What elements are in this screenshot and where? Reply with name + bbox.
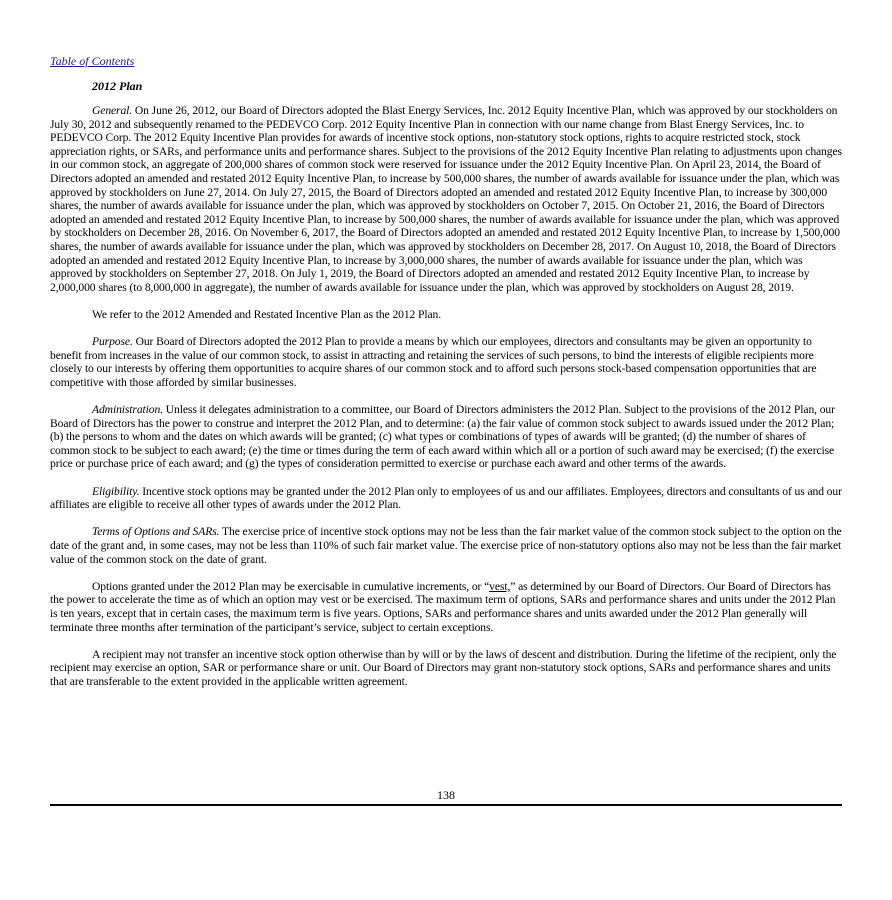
purpose-body: Our Board of Directors adopted the 2012 Plan to provide a means by which our employees, directors and consultants may be given an opportunity to benefit from increases in the value of our common stock, to assist in attracting and retaining the services of such persons, to bind the interests of eligible recipients more closely to our interests by offering them opportunities to acquire shares of our common stock and to afford such persons stock-based compensation opportunities that are competitive with those afforded by similar businesses. [50,335,817,389]
eligibility-body: Incentive stock options may be granted under the 2012 Plan only to employees of us and our affiliates. Employees, directors and consultants of us and our affiliates are eligible to receive all other types of awards under the 2012 Plan. [50,484,842,512]
general-body: On June 26, 2012, our Board of Directors adopted the Blast Energy Services, Inc. 2012 Equity Incentive Plan, which was approved by our stockholders on July 30, 2012 and subsequently renamed to the PEDEVCO Corp. 2012 Equity Incentive Plan in connection with our name change from Blast Energy Services, Inc. to PEDEVCO Corp. The 2012 Equity Incentive Plan provides for awards of incentive stock options, non-statutory stock options, rights to acquire restricted stock, stock appreciation rights, or SARs, and performance units and performance shares. Subject to the provisions of the 2012 Equity Incentive Plan relating to adjustments upon changes in our common stock, an aggregate of 200,000 shares of common stock were reserved for issuance under the 2012 Equity Incentive Plan. On April 23, 2014, the Board of Directors adopted an amended and restated 2012 Equity Incentive Plan, to increase by 500,000 shares, the number of awards available for issuance under the plan, which was approved by stockholders on June 27, 2014. On July 27, 2015, the Board of Directors adopted an amended and restated 2012 Equity Incentive Plan, to increase by 300,000 shares, the number of awards available for issuance under the plan, which was approved by stockholders on October 7, 2015. On October 21, 2016, the Board of Directors adopted an amended and restated 2012 Equity Incentive Plan, to increase by 500,000 shares, the number of awards available for issuance under the plan, which was approved by stockholders on December 28, 2016. On November 6, 2017, the Board of Directors adopted an amended and restated 2012 Equity Incentive Plan, to increase by 1,500,000 shares, the number of awards available for issuance under the plan, which was approved by stockholders on December 28, 2017. On August 10, 2018, the Board of Directors adopted an amended and restated 2012 Equity Incentive Plan, to increase by 3,000,000 shares, the number of awards available for issuance under the plan, which was approved by stockholders on September 27, 2018. On July 1, 2019, the Board of Directors adopted an amended and restated 2012 Equity Incentive Plan, to increase by 2,000,000 shares (to 8,000,000 in aggregate), the number of awards available for issuance under the plan, which was approved by stockholders on August 28, 2019. [50,104,842,294]
administration-body: Unless it delegates administration to a committee, our Board of Directors administers the 2012 Plan. Subject to the provisions of the 2012 Plan, our Board of Directors has the power to construe and interpret the 2012 Plan, and to determine: (a) the fair value of common stock subject to awards issued under the 2012 Plan; (b) the persons to whom and the dates on which awards will be granted; (c) what types or combinations of types of awards will be granted; (d) the number of shares of common stock to be subject to each award; (e) the time or times during the term of each award within which all or a portion of such award may be exercised; (f) the exercise price or purchase price of each award; and (g) the types of consideration permitted to exercise or purchase each award and other terms of the awards. [50,403,835,471]
administration-heading: Administration. [92,403,163,417]
eligibility-heading: Eligibility. [92,484,140,498]
purpose-heading: Purpose. [92,335,133,349]
general-heading: General. [92,104,133,117]
page-number: 138 [437,788,455,802]
paragraph-refer [50,308,842,322]
paragraph-recipient [50,648,842,689]
refer-body: We refer to the 2012 Amended and Restated Incentive Plan as the 2012 Plan. [92,307,442,321]
section-title: 2012 Plan [92,79,143,93]
terms-body: The exercise price of incentive stock options may not be less than the fair market value of the common stock subject to the option on the date of the grant and, in some cases, may not be less than 110% of such fair market value. The exercise price of non-statutory options also may not be less than the fair market value of the common stock on the date of grant. [50,525,842,566]
options-body-after: ” as determined by our Board of Directors. Our Board of Directors has the power to accelerate the time as of which an option may vest or be exercised. The maximum term of options, SARs and performance shares and units under the 2012 Plan is ten years, except that in certain cases, the maximum term is five years. Options, SARs and performance shares and units awarded under the 2012 Plan generally will terminate three months after termination of the participant’s service, subject to certain exceptions. [50,579,836,634]
options-body-before: Options granted under the 2012 Plan may be exercisable in cumulative increments, or “ [92,579,490,593]
paragraph-purpose [50,335,842,389]
recipient-body: A recipient may not transfer an incentive stock option otherwise than by will or by the laws of descent and distribution. During the lifetime of the recipient, only the recipient may exercise an option, SAR or performance share or unit. Our Board of Directors may grant non-statutory stock options, SARs and performance shares and units that are transferable to the extent provided in the applicable written agreement. [50,647,837,688]
vest-term: vest, [489,579,511,593]
table-of-contents-link[interactable]: Table of Contents [50,54,135,68]
document-page [50,52,842,702]
terms-heading: Terms of Options and SARs. [92,525,220,539]
footer-divider [50,804,842,806]
paragraph-terms [50,525,842,566]
paragraph-administration [50,403,842,471]
paragraph-options [50,580,842,634]
paragraph-general [50,104,842,294]
paragraph-eligibility [50,485,842,512]
